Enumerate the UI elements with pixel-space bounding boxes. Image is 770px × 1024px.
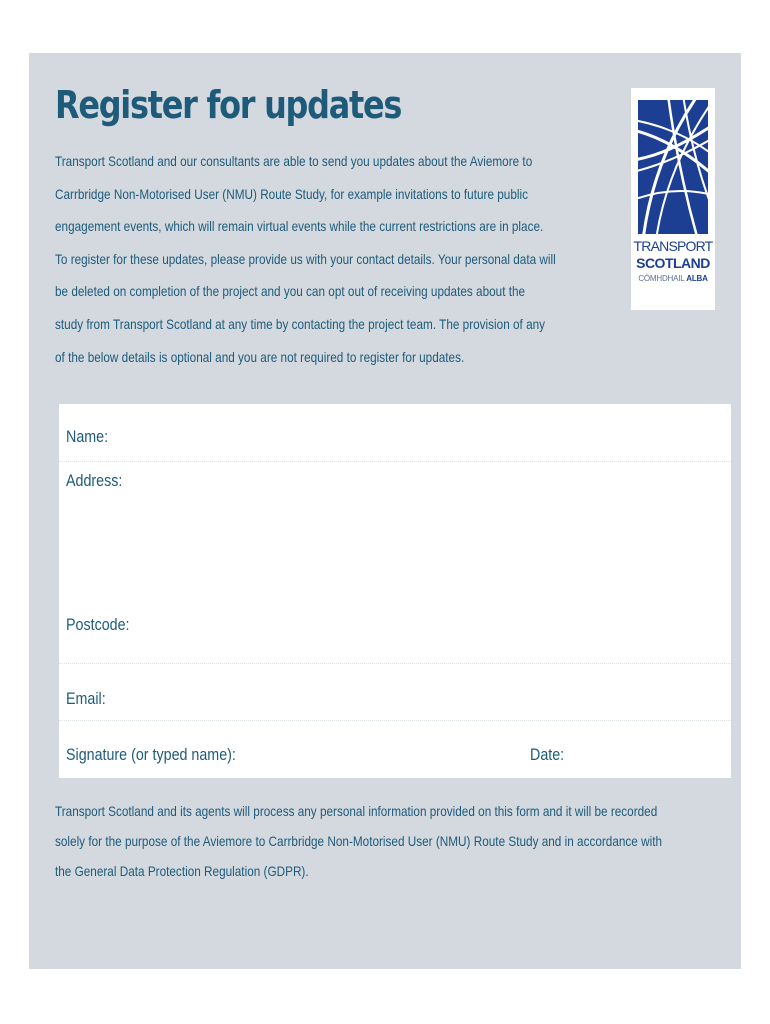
transport-scotland-logo: [631, 88, 715, 310]
gdpr-notice: [55, 796, 693, 886]
email-field[interactable]: [59, 663, 731, 721]
registration-form: [59, 404, 731, 778]
date-label: Date:: [530, 745, 565, 764]
intro-line: study from Transport Scotland at any time by contacting the project team. The provision of any: [55, 315, 546, 332]
page-title: Register for updates: [55, 83, 402, 127]
intro-line: To register for these updates, please provide us with your contact details. Your personal data will: [55, 250, 556, 267]
intro-line: of the below details is optional and you are not required to register for updates.: [55, 348, 465, 365]
footer-line: the General Data Protection Regulation (GDPR).: [55, 863, 309, 879]
register-panel: [29, 53, 741, 969]
name-field[interactable]: [59, 404, 731, 462]
intro-line: Carrbridge Non-Motorised User (NMU) Route Study, for example invitations to future public: [55, 185, 528, 202]
footer-line: Transport Scotland and its agents will process any personal information provided on this form and it will be recorded: [55, 803, 658, 819]
logo-text-comhdhail: CÒMHDHAIL: [638, 274, 685, 283]
road-junction-icon: [638, 100, 708, 234]
name-label: Name:: [66, 427, 109, 446]
logo-text-gaelic: [631, 274, 715, 283]
logo-text-alba: ALBA: [686, 274, 708, 283]
signature-row: [59, 720, 731, 778]
signature-label: Signature (or typed name):: [66, 745, 236, 764]
logo-text-scotland: SCOTLAND: [636, 255, 710, 271]
intro-line: be deleted on completion of the project and you can opt out of receiving updates about the: [55, 283, 526, 300]
address-field[interactable]: [59, 461, 731, 664]
email-label: Email:: [66, 689, 106, 708]
logo-text-transport: TRANSPORT: [633, 238, 713, 254]
intro-line: Transport Scotland and our consultants are able to send you updates about the Aviemore to: [55, 153, 533, 169]
postcode-label: Postcode:: [66, 615, 130, 634]
address-label: Address:: [66, 471, 123, 490]
footer-line: solely for the purpose of the Aviemore to Carrbridge Non-Motorised User (NMU) Route Study and in accordance with: [55, 833, 663, 849]
intro-paragraph: [55, 145, 593, 373]
intro-line: engagement events, which will remain virtual events while the current restrictions are in place.: [55, 218, 544, 235]
